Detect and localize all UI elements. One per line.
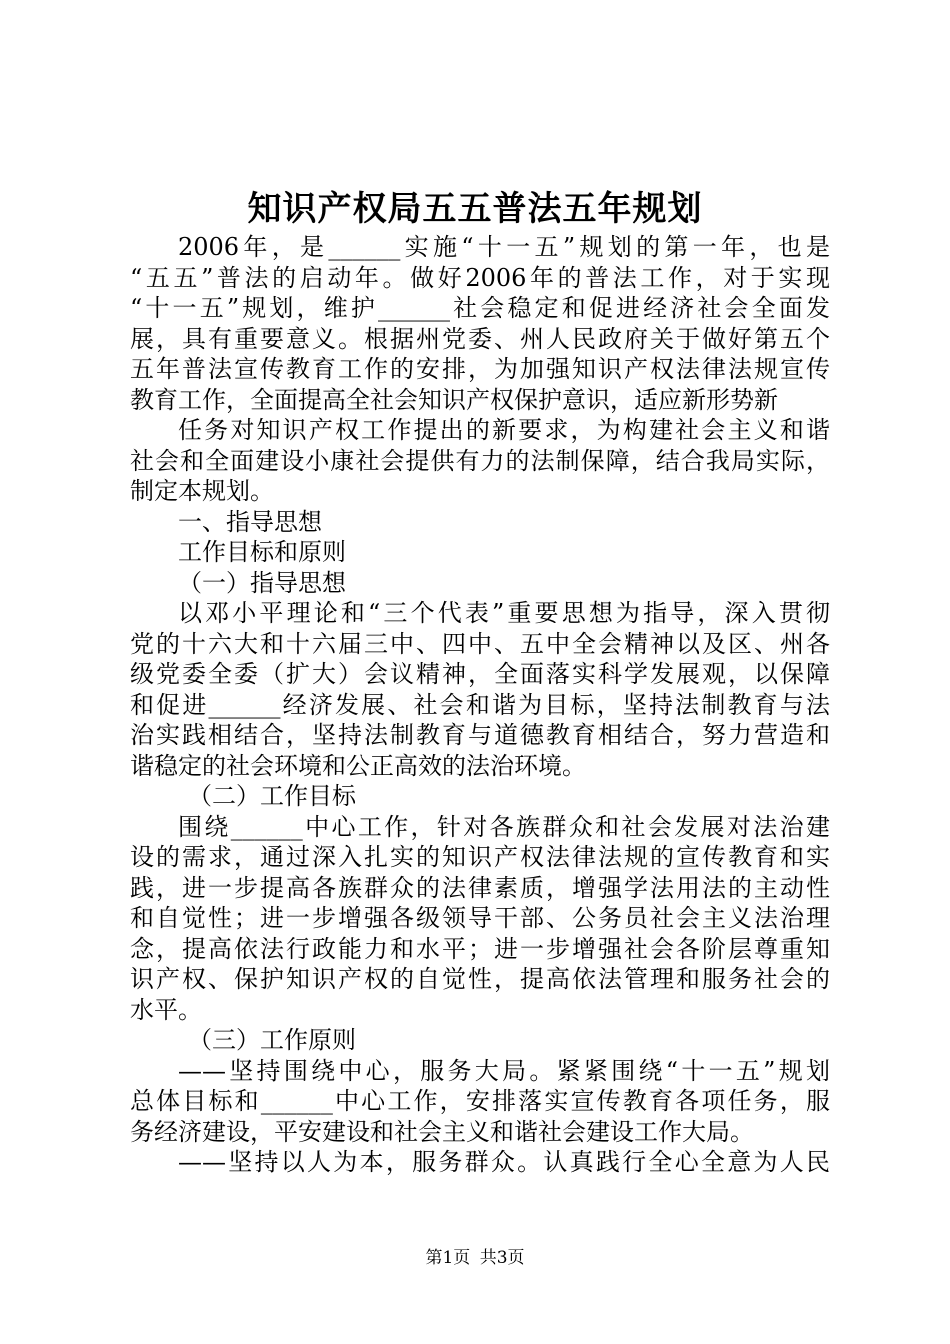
text-line: 水平。 — [130, 995, 202, 1024]
text-line: 工作目标和原则 — [178, 538, 346, 566]
text-line: 设的需求，通过深入扎实的知识产权法律法规的宣传教育和实 — [130, 843, 830, 871]
text-line: 五年普法宣传教育工作的安排，为加强知识产权法律法规宣传 — [130, 355, 830, 383]
text-line: 和促进______经济发展、社会和谐为目标，坚持法制教育与法 — [130, 690, 830, 719]
text-line: 谐稳定的社会环境和公正高效的法治环境。 — [130, 751, 586, 780]
text-line: 展，具有重要意义。根据州党委、州人民政府关于做好第五个 — [130, 324, 830, 353]
document-body — [130, 232, 830, 1178]
text-line: （三）工作原则 — [188, 1026, 356, 1054]
text-line: 念，提高依法行政能力和水平；进一步增强社会各阶层尊重知 — [130, 934, 830, 963]
text-line: 制定本规划。 — [130, 477, 274, 505]
text-line: 围绕______中心工作，针对各族群众和社会发展对法治建 — [178, 812, 830, 841]
text-line: “十一五”规划，维护______社会稳定和促进经济社会全面发 — [130, 294, 830, 322]
text-line: 总体目标和______中心工作，安排落实宣传教育各项任务，服 — [130, 1087, 830, 1115]
text-line: 务经济建设，平安建设和社会主义和谐社会建设工作大局。 — [130, 1117, 754, 1146]
text-line: 识产权、保护知识产权的自觉性，提高依法管理和服务社会的 — [130, 965, 830, 993]
text-line: 治实践相结合，坚持法制教育与道德教育相结合，努力营造和 — [130, 721, 830, 749]
text-line: （二）工作目标 — [188, 782, 356, 810]
text-line: “五五”普法的启动年。做好2006年的普法工作，对于实现 — [130, 263, 830, 292]
text-line: ——坚持以人为本，服务群众。认真践行全心全意为人民 — [178, 1148, 830, 1176]
text-line: ——坚持围绕中心，服务大局。紧紧围绕“十一五”规划 — [178, 1056, 830, 1085]
text-line: 党的十六大和十六届三中、四中、五中全会精神以及区、州各 — [130, 629, 830, 658]
text-line: 社会和全面建设小康社会提供有力的法制保障，结合我局实际， — [130, 446, 830, 475]
page-number: 第1页 — [425, 1248, 471, 1268]
text-line: 一、指导思想 — [178, 507, 322, 536]
page-footer — [0, 1246, 950, 1270]
text-line: 践，进一步提高各族群众的法律素质，增强学法用法的主动性 — [130, 873, 830, 902]
text-line: 级党委全委（扩大）会议精神，全面落实科学发展观，以保障 — [130, 660, 830, 688]
text-line: 任务对知识产权工作提出的新要求，为构建社会主义和谐 — [178, 416, 830, 444]
text-line: 2006年，是______实施“十一五”规划的第一年，也是 — [178, 233, 830, 261]
document-title: 知识产权局五五普法五年规划 — [247, 189, 703, 229]
text-line: 以邓小平理论和“三个代表”重要思想为指导，深入贯彻 — [178, 599, 830, 627]
page-total: 共3页 — [479, 1248, 525, 1268]
text-line: 和自觉性；进一步增强各级领导干部、公务员社会主义法治理 — [130, 904, 830, 932]
text-line: （一）指导思想 — [178, 568, 346, 597]
text-line: 教育工作，全面提高全社会知识产权保护意识，适应新形势新 — [130, 385, 778, 414]
